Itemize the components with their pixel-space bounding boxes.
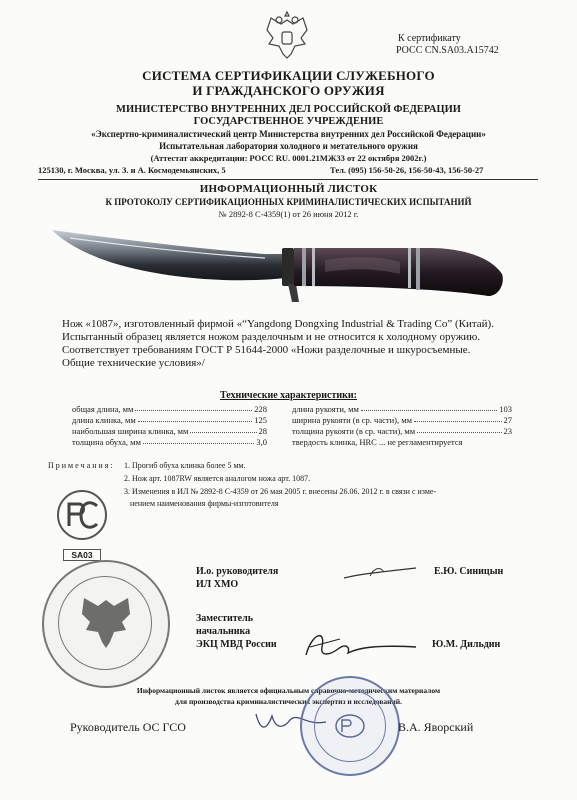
spec-value: 23 [503,426,512,436]
note-2: 2. Нож арт. 1087RW является аналогом ножа арт. 1087. [124,474,311,483]
coat-of-arms-icon [261,10,313,62]
info-title: ИНФОРМАЦИОННЫЙ ЛИСТОК [199,183,378,195]
signatory1-role1: И.о. руководителя [196,566,279,577]
spec-value: 27 [503,415,512,425]
description-line2: Испытанный образец является ножом разделочным и не относится к холодному оружию. [62,331,481,343]
spec-label: наибольшая ширина клинка, мм [72,426,189,436]
spec-value: 228 [254,404,267,414]
signatory2-role1: Заместитель [196,613,254,624]
signatory2-name: Ю.М. Дильдин [432,639,501,650]
spec-row [292,436,512,447]
certificate-ref-number: РОСС CN.SA03.A15742 [396,45,499,56]
spec-label: ширина рукояти (в ср. части), мм [292,415,412,425]
specs-right [292,403,512,447]
footer-line1: Информационный листок является официальным справочно-методическим материалом [136,686,441,695]
spec-label: толщина рукояти (в ср. части), мм [292,426,416,436]
signatory1-role2: ИЛ ХМО [196,579,239,590]
rst-mark-icon [55,488,109,542]
note-1: 1. Прогиб обуха клинка более 5 мм. [124,461,246,470]
footer-line2: для производства криминалистических экспертиз и исследований. [175,697,402,706]
spec-row [72,436,267,447]
spec-row [292,403,512,414]
stamp-eagle-icon [78,592,134,652]
signatory2-role2: начальника [196,626,251,637]
spec-value: 28 [258,426,267,436]
spec-label: общая длина, мм [72,404,134,414]
ministry-line5: (Аттестат аккредитации: РОСС RU. 0001.21МЖ33 от 22 октября 2002г.) [150,153,427,163]
ministry-phones: Тел. (095) 156-50-26, 156-50-43, 156-50-27 [330,165,484,175]
description-line1: Нож «1087», изготовленный фирмой «“Yangdong Dongxing Industrial & Trading Co” (Китай). [62,318,494,330]
knife-image [50,218,510,310]
system-title-line2: И ГРАЖДАНСКОГО ОРУЖИЯ [192,83,385,98]
signature2-image [300,625,420,663]
spec-label: твердость клинка, HRC ... не регламентируется [292,437,463,447]
spec-row [72,403,267,414]
description-line3: Соответствует требованиям ГОСТ Р 51644-2000 «Ножи разделочные и шкуросъемные. [62,344,471,356]
stamp-rst-icon [334,712,366,740]
signatory2-role3: ЭКЦ МВД России [196,639,277,650]
spec-value: 103 [499,404,512,414]
signatory1-name: Е.Ю. Синицын [434,566,504,577]
head-name: В.А. Яворский [398,720,474,734]
spec-label: длина клинка, мм [72,415,136,425]
description-line4: Общие технические условия»/ [62,357,205,369]
note-3a: 3. Изменения в ИЛ № 2892-8 С-4359 от 26 мая 2005 г. внесены 26.06. 2012 г. в связи с изме- [124,487,437,496]
ministry-line4: Испытательная лаборатория холодного и метательного оружия [159,141,418,151]
specs-left [72,403,267,447]
specs-title: Технические характеристики: [220,390,357,401]
spec-value: 3,0 [256,437,267,447]
protocol-number: № 2892-8 С-4359(1) от 26 июня 2012 г. [218,209,359,219]
head-role: Руководитель ОС ГСО [70,720,186,734]
ministry-address: 125130, г. Москва, ул. З. и А. Космодемьянских, 5 [38,165,226,175]
ministry-line1: МИНИСТЕРСТВО ВНУТРЕННИХ ДЕЛ РОССИЙСКОЙ ФЕДЕРАЦИИ [116,104,461,115]
spec-row [72,414,267,425]
certification-mark [55,488,109,560]
header-divider [38,179,538,180]
notes-label: П р и м е ч а н и я : [48,461,113,470]
spec-value: 125 [254,415,267,425]
spec-row [72,425,267,436]
system-title-line1: СИСТЕМА СЕРТИФИКАЦИИ СЛУЖЕБНОГО [142,68,435,83]
certification-body-stamp [300,676,400,776]
spec-row [292,414,512,425]
official-stamp [42,560,170,688]
note-3b: нением наименования фирмы-изготовителя [130,499,279,508]
spec-label: толщина обуха, мм [72,437,141,447]
signature1-image [340,556,420,586]
seal-code: SA03 [63,549,101,561]
ministry-line3: «Экспертно-криминалистический центр Министерства внутренних дел Российской Федерации» [91,129,486,139]
info-subtitle: К ПРОТОКОЛУ СЕРТИФИКАЦИОННЫХ КРИМИНАЛИСТИЧЕСКИХ ИСПЫТАНИЙ [105,197,472,207]
spec-label: длина рукояти, мм [292,404,359,414]
spec-row [292,425,512,436]
ministry-line2: ГОСУДАРСТВЕННОЕ УЧРЕЖДЕНИЕ [193,116,384,127]
certificate-ref-label: К сертификату [398,33,461,44]
